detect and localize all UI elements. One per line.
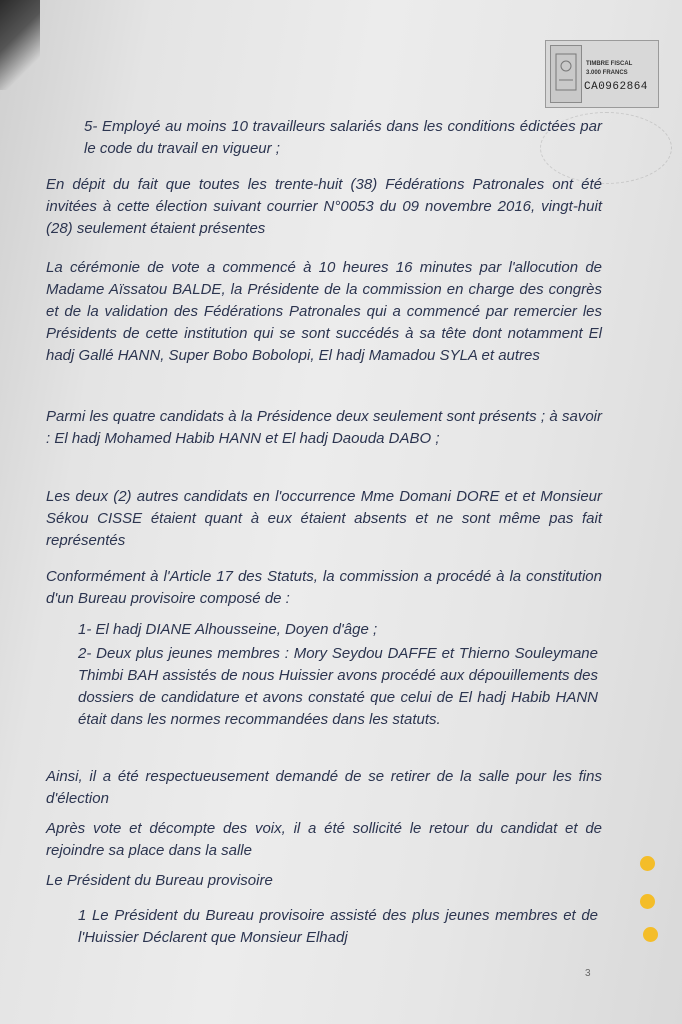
stamp-title: TIMBRE FISCAL bbox=[586, 61, 633, 67]
paragraph-candidates: Parmi les quatre candidats à la Présidence deux seulement sont présents ; à savoir : El hadj Mohamed Habib HANN et El hadj Daouda DABO ; bbox=[46, 408, 602, 447]
paragraph-absent: Les deux (2) autres candidats en l'occurrence Mme Domani DORE et et Monsieur Sékou CISSE étaient quant à eux étaient absents et ne sont même pas fait représentés bbox=[46, 488, 602, 549]
menu-dot-3[interactable] bbox=[643, 927, 658, 942]
paragraph-withdraw: Ainsi, il a été respectueusement demandé de se retirer de la salle pour les fins d'élection bbox=[46, 768, 602, 807]
page-number: 3 bbox=[585, 968, 591, 979]
stamp-emblem-icon bbox=[550, 45, 582, 103]
menu-dot-2[interactable] bbox=[640, 894, 655, 909]
paragraph-vote-count: Après vote et décompte des voix, il a été sollicité le retour du candidat et de rejoindre sa place dans la salle bbox=[46, 820, 602, 859]
list-item-2: 2- Deux plus jeunes membres : Mory Seydou DAFFE et Thierno Souleymane Thimbi BAH assistés de nous Huissier avons procédé aux dépouillements des dossiers de candidature et avons constaté que celui de El hadj Habib HANN était dans les normes recommandées dans les statuts. bbox=[78, 645, 598, 728]
list-item-1: 1- El hadj DIANE Alhousseine, Doyen d'âge ; bbox=[78, 621, 378, 638]
fiscal-stamp bbox=[545, 40, 659, 108]
paragraph-article-17: Conformément à l'Article 17 des Statuts, la commission a procédé à la constitution d'un Bureau provisoire composé de : bbox=[46, 568, 602, 607]
condition-item-5: 5- Employé au moins 10 travailleurs salariés dans les conditions édictées par le code du travail en vigueur ; bbox=[84, 118, 602, 157]
paragraph-bureau-president: Le Président du Bureau provisoire bbox=[46, 872, 273, 889]
paragraph-federations: En dépit du fait que toutes les trente-huit (38) Fédérations Patronales ont été invitées à cette élection suivant courrier N°0053 du 09 novembre 2016, vingt-huit (28) seulement étaient présentes bbox=[46, 176, 602, 237]
menu-dot-1[interactable] bbox=[640, 856, 655, 871]
paragraph-ceremony: La cérémonie de vote a commencé à 10 heures 16 minutes par l'allocution de Madame Aïssatou BALDE, la Présidente de la commission en charge des congrès et de la validation des Fédérations Patronales qui a commencé par remercier les Présidents de cette institution qui se sont succédés à sa tête dont notamment El hadj Gallé HANN, Super Bobo Bobolopi, El hadj Mamadou SYLA et autres bbox=[46, 259, 602, 364]
page-corner-shadow bbox=[0, 0, 40, 90]
stamp-value: 3.000 FRANCS bbox=[586, 70, 628, 76]
stamp-serial: CA0962864 bbox=[584, 81, 648, 93]
paragraph-declaration: 1 Le Président du Bureau provisoire assisté des plus jeunes membres et de l'Huissier Déclarent que Monsieur Elhadj bbox=[78, 907, 598, 946]
